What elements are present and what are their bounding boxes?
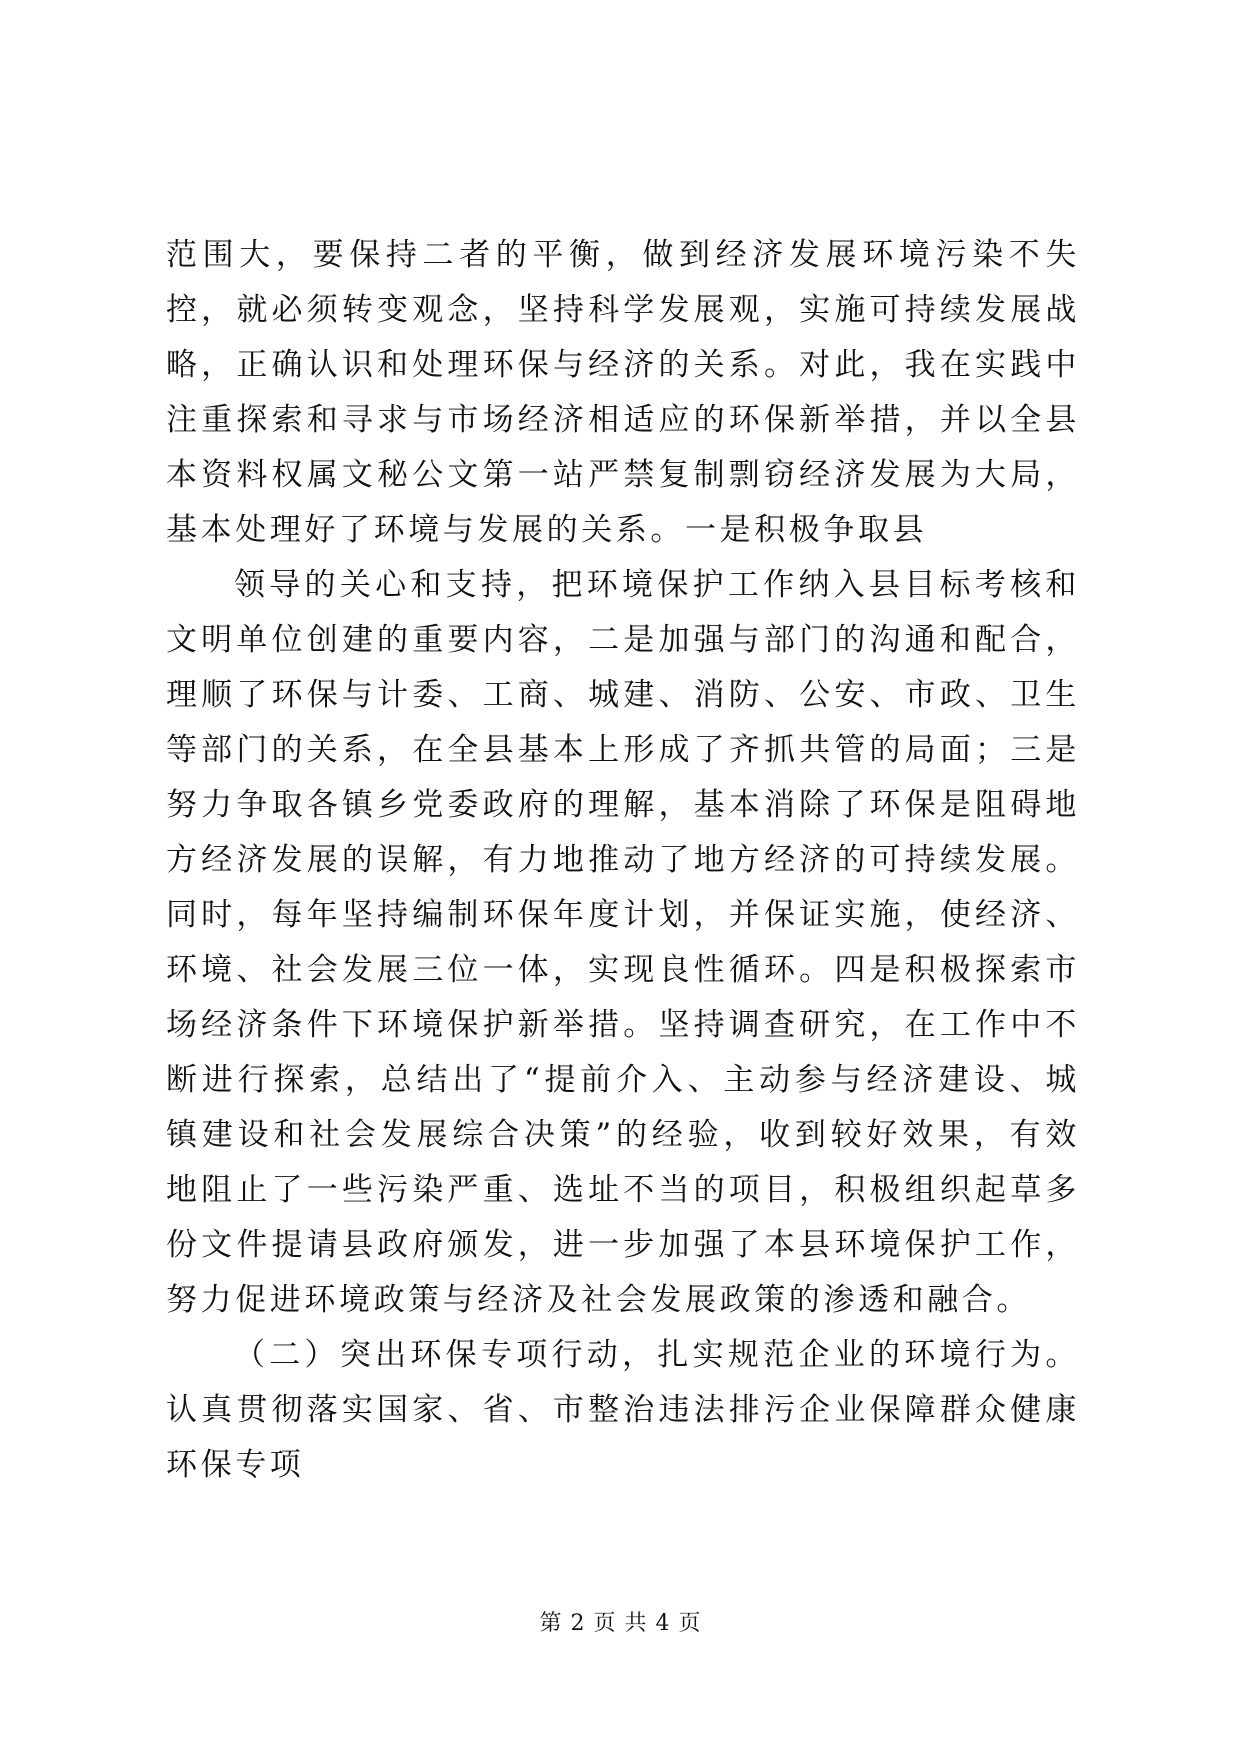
body-text bbox=[166, 228, 1080, 1493]
paragraph-section-two: （二）突出环保专项行动，扎实规范企业的环境行为。认真贯彻落实国家、省、市整治违法排污企业保障群众健康环保专项 bbox=[166, 1337, 1080, 1483]
paragraph-leadership-support: 领导的关心和支持，把环境保护工作纳入县目标考核和文明单位创建的重要内容，二是加强与部门的沟通和配合，理顺了环保与计委、工商、城建、消防、公安、市政、卫生等部门的关系，在全县基本上形成了齐抓共管的局面；三是努力争取各镇乡党委政府的理解，基本消除了环保是阻碍地方经济发展的误解，有力地推动了地方经济的可持续发展。同时，每年坚持编制环保年度计划，并保证实施，使经济、环境、社会发展三位一体，实现良性循环。四是积极探索市场经济条件下环境保护新举措。坚持调查研究，在工作中不断进行探索，总结出了“提前介入、主动参与经济建设、城镇建设和社会发展综合决策”的经验，收到较好效果，有效地阻止了一些污染严重、选址不当的项目，积极组织起草多份文件提请县政府颁发，进一步加强了本县环境保护工作，努力促进环境政策与经济及社会发展政策的渗透和融合。 bbox=[166, 567, 1080, 1318]
page-number-footer: 第 2 页 共 4 页 bbox=[539, 1611, 702, 1636]
paragraph-continuation: 范围大，要保持二者的平衡，做到经济发展环境污染不失控，就必须转变观念，坚持科学发展观，实施可持续发展战略，正确认识和处理环保与经济的关系。对此，我在实践中注重探索和寻求与市场经济相适应的环保新举措，并以全县本资料权属文秘公文第一站严禁复制剽窃经济发展为大局，基本处理好了环境与发展的关系。一是积极争取县 bbox=[166, 237, 1080, 548]
